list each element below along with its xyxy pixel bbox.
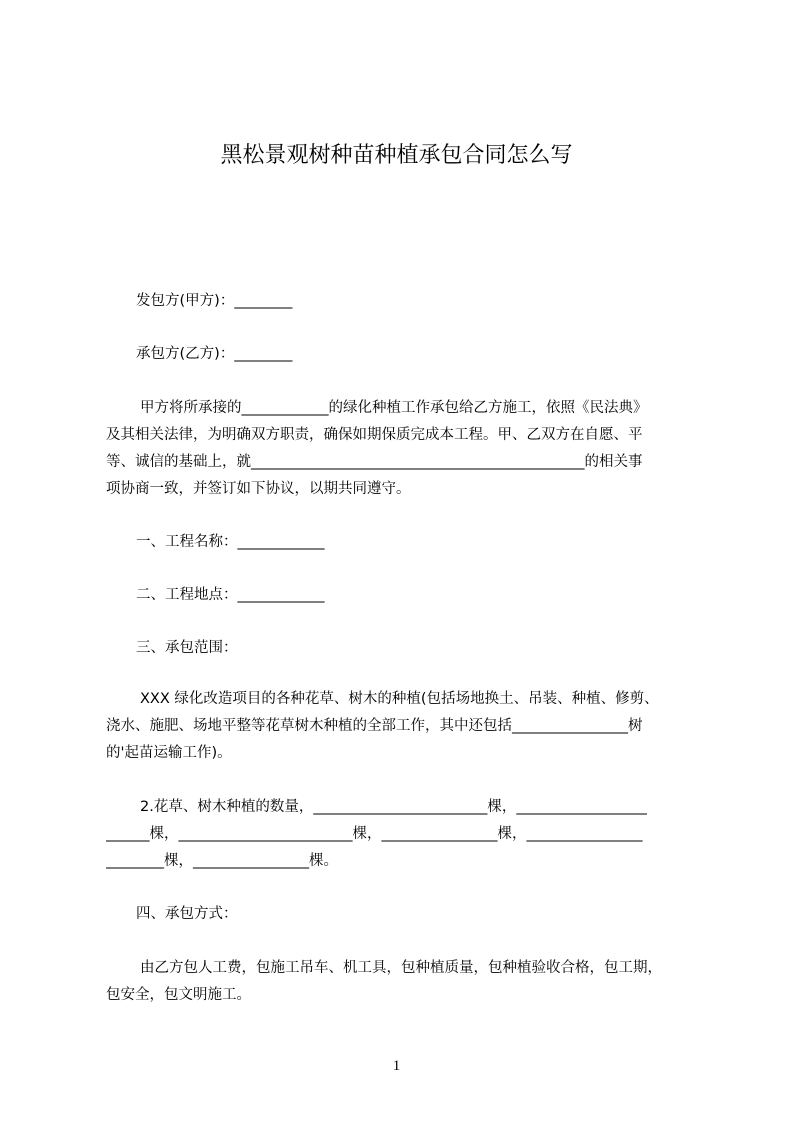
document-title: 黑松景观树种苗种植承包合同怎么写: [220, 143, 573, 168]
intro-paragraph-line-1: 甲方将所承接的____________的绿化种植工作承包给乙方施工，依照《民法典》: [140, 400, 648, 416]
party-b-line: 承包方(乙方)：________: [136, 346, 293, 362]
scope-paragraph-line-2: 浇水、施肥、场地平整等花草树木种植的全部工作，其中还包括________________树: [106, 718, 643, 734]
quantity-paragraph-line-3: ________棵，________________棵。: [106, 853, 338, 869]
scope-paragraph-line-3: 的'起苗运输工作)。: [106, 745, 232, 761]
section-scope-heading: 三、承包范围：: [136, 640, 238, 656]
section-project-name: 一、工程名称：____________: [136, 534, 325, 550]
scope-paragraph-line-1: XXX 绿化改造项目的各种花草、树木的种植(包括场地换土、吊装、种植、修剪、: [140, 691, 659, 707]
method-paragraph-line-2: 包安全，包文明施工。: [106, 987, 251, 1003]
method-paragraph-line-1: 由乙方包人工费，包施工吊车、机工具，包种植质量，包种植验收合格，包工期，: [140, 960, 662, 976]
quantity-paragraph-line-2: ______棵，________________________棵，________________棵，________________: [106, 826, 643, 842]
intro-paragraph-line-4: 项协商一致，并签订如下协议，以期共同遵守。: [106, 481, 411, 497]
party-a-line: 发包方(甲方)：________: [136, 293, 293, 309]
intro-paragraph-line-2: 及其相关法律，为明确双方职责，确保如期保质完成本工程。甲、乙双方在自愿、平: [106, 427, 643, 443]
page-number: 1: [392, 1058, 401, 1074]
section-contract-method-heading: 四、承包方式：: [136, 906, 238, 922]
section-project-location: 二、工程地点：____________: [136, 587, 325, 603]
quantity-paragraph-line-1: 2.花草、树木种植的数量，________________________棵，__________________: [140, 799, 647, 815]
intro-paragraph-line-3: 等、诚信的基础上，就______________________________________________的相关事: [106, 454, 643, 470]
